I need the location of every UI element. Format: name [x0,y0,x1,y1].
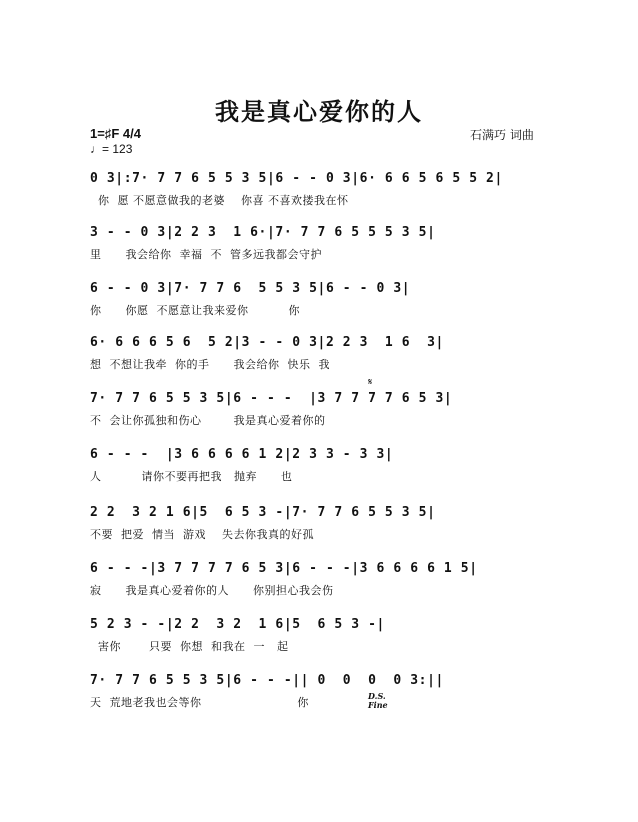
notation-line: 7· 7 7 6 5 5 3 5|6 - - - |3 7 7 7 7 6 5 3| [90,391,453,406]
ds-label: D.S. [368,691,386,701]
score-row [90,388,550,432]
score-row [90,332,550,376]
tempo-marking: ♩= 123 [90,142,133,156]
score-row [90,614,550,658]
lyric-line: 天 荒地老我也会等你 你 [90,696,309,709]
song-title: 我是真心爱你的人 [215,97,423,126]
fine-label: Fine [368,700,388,710]
notation-line: 2 2 3 2 1 6|5 6 5 3 -|7· 7 7 6 5 5 3 5| [90,505,436,520]
lyric-line: 寂 我是真心爱着你的人 你别担心我会伤 [90,584,334,597]
score-row [90,168,550,212]
score-row [90,444,550,488]
notation-line: 3 - - 0 3|2 2 3 1 6·|7· 7 7 6 5 5 5 3 5| [90,225,436,240]
segno-icon: 𝄋 [368,377,373,388]
lyric-line: 里 我会给你 幸福 不 管多远我都会守护 [90,248,322,261]
notation-line: 0 3|:7· 7 7 6 5 5 3 5|6 - - 0 3|6· 6 6 5 6 5 5 2| [90,171,503,186]
score-row [90,502,550,546]
lyric-line: 不 会让你孤独和伤心 我是真心爱着你的 [90,414,326,427]
score-row [90,222,550,266]
score-row [90,278,550,322]
lyric-line: 你 愿 不愿意做我的老婆 你喜 不喜欢搂我在怀 [90,194,349,207]
notation-line: 6 - - 0 3|7· 7 7 6 5 5 3 5|6 - - 0 3| [90,281,411,296]
score-row [90,558,550,602]
notation-line: 5 2 3 - -|2 2 3 2 1 6|5 6 5 3 -| [90,617,385,632]
lyric-line: 想 不想让我牵 你的手 我会给你 快乐 我 [90,358,330,371]
score-row [90,670,550,714]
notation-line: 6 - - -|3 7 7 7 7 6 5 3|6 - - -|3 6 6 6 6 1 5| [90,561,478,576]
notation-line: 6· 6 6 6 5 6 5 2|3 - - 0 3|2 2 3 1 6 3| [90,335,444,350]
notation-line: 6 - - - |3 6 6 6 6 1 2|2 3 3 - 3 3| [90,447,394,462]
lyric-line: 不要 把爱 情当 游戏 失去你我真的好孤 [90,528,314,541]
lyric-line: 害你 只要 你想 和我在 一 起 [90,640,289,653]
composer-credit: 石满巧 词曲 [470,128,534,142]
lyric-line: 你 你愿 不愿意让我来爱你 你 [90,304,300,317]
lyric-line: 人 请你不要再把我 抛弃 也 [90,470,293,483]
notation-line: 7· 7 7 6 5 5 3 5|6 - - -|| 0 0 0 0 3:|| [90,673,444,688]
key-signature: 1=♯F 4/4 [90,126,141,141]
ds-fine-marking [368,692,388,710]
